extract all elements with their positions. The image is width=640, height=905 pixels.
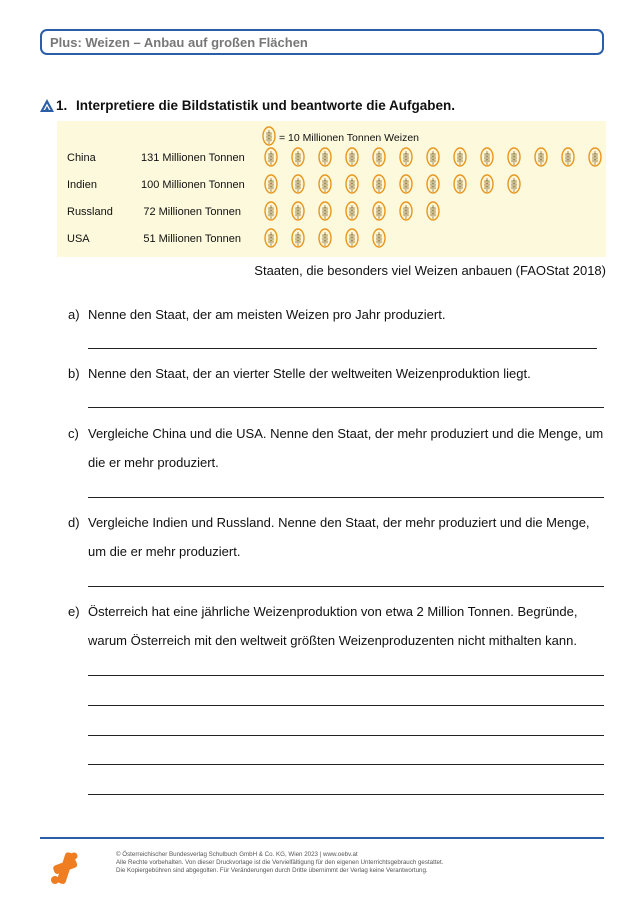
wheat-ear-icon [291, 147, 305, 167]
wheat-unit [284, 174, 311, 196]
wheat-ear-icon [372, 174, 386, 194]
wheat-unit [446, 174, 473, 196]
footer-line-1: © Österreichischer Bundesverlag Schulbuch GmbH & Co. KG, Wien 2023 | www.oebv.at [116, 851, 358, 858]
legend-text: = 10 Millionen Tonnen Weizen [279, 131, 419, 144]
wheat-ear-icon [372, 147, 386, 167]
answer-line[interactable] [88, 586, 604, 587]
wheat-unit [284, 228, 311, 250]
question-text: Nenne den Staat, der an vierter Stelle der weltweiten Weizenproduktion liegt. [88, 366, 531, 381]
title-box [40, 29, 604, 55]
wheat-ear-icon [318, 147, 332, 167]
wheat-ear-icon [426, 147, 440, 167]
country-amount: 131 Millionen Tonnen [141, 152, 245, 164]
country-name: Russland [67, 206, 113, 218]
wheat-unit [338, 174, 365, 196]
country-amount: 100 Millionen Tonnen [141, 179, 245, 191]
wheat-unit [257, 174, 284, 196]
pictogram-row [57, 147, 606, 169]
answer-line[interactable] [88, 764, 604, 765]
legend-wheat-icon [262, 126, 276, 149]
wheat-ear-icon [426, 201, 440, 221]
wheat-unit [311, 228, 338, 250]
wheat-unit [527, 147, 554, 169]
wheat-unit [392, 147, 419, 169]
wheat-unit [338, 147, 365, 169]
wheat-ear-icon [345, 174, 359, 194]
answer-line[interactable] [88, 407, 604, 408]
wheat-ear-icon [399, 174, 413, 194]
wheat-unit [446, 147, 473, 169]
wheat-ear-icon [453, 174, 467, 194]
answer-line[interactable] [88, 705, 604, 706]
pictogram-legend [262, 126, 419, 149]
wheat-unit [365, 174, 392, 196]
page-title: Plus: Weizen – Anbau auf großen Flächen [50, 35, 308, 50]
country-amount: 72 Millionen Tonnen [143, 206, 241, 218]
wheat-ear-icon [399, 201, 413, 221]
wheat-ear-icon [262, 126, 276, 146]
pictogram-chart [57, 121, 606, 257]
wheat-unit [365, 147, 392, 169]
wheat-unit [392, 201, 419, 223]
task-number: 1. [56, 98, 68, 113]
question-text: Nenne den Staat, der am meisten Weizen pro Jahr produziert. [88, 307, 446, 322]
wheat-unit [500, 147, 527, 169]
wheat-ear-icon [507, 174, 521, 194]
wheat-unit [365, 201, 392, 223]
wheat-unit [500, 174, 527, 196]
wheat-unit [365, 228, 392, 250]
wheat-ear-icon [372, 228, 386, 248]
question-label: d) [68, 515, 80, 530]
wheat-ear-icon [264, 174, 278, 194]
question-label: a) [68, 307, 80, 322]
wheat-ear-icon [318, 228, 332, 248]
wheat-unit [257, 228, 284, 250]
wheat-ear-icon [426, 174, 440, 194]
wheat-ear-icon [345, 228, 359, 248]
question-label: c) [68, 426, 79, 441]
wheat-ear-icon [453, 147, 467, 167]
wheat-unit [338, 201, 365, 223]
wheat-unit [311, 201, 338, 223]
footer-line-2: Alle Rechte vorbehalten. Von dieser Druckvorlage ist die Vervielfältigung für den eigenen Unterrichtsgebrauch gestattet. [116, 859, 444, 866]
wheat-icon-row [257, 228, 392, 250]
wheat-unit [338, 228, 365, 250]
pictogram-caption: Staaten, die besonders viel Weizen anbauen (FAOStat 2018) [254, 263, 606, 278]
wheat-ear-icon [345, 201, 359, 221]
task-instruction: Interpretiere die Bildstatistik und beantworte die Aufgaben. [76, 98, 456, 113]
answer-line[interactable] [88, 675, 604, 676]
question-text: Vergleiche China und die USA. Nenne den Staat, der mehr produziert und die Menge, um die er mehr produziert. [88, 426, 604, 470]
triangle-level-icon [40, 99, 54, 112]
wheat-ear-icon [264, 147, 278, 167]
country-amount: 51 Millionen Tonnen [143, 233, 241, 245]
wheat-ear-icon [480, 174, 494, 194]
question-label: b) [68, 366, 80, 381]
footer-line-3: Die Kopiergebühren sind abgegolten. Für Veränderungen durch Dritte übernimmt der Verlag keine Verantwortung. [116, 867, 428, 874]
publisher-logo-icon [50, 850, 80, 886]
wheat-unit [473, 174, 500, 196]
wheat-ear-icon [507, 147, 521, 167]
footer-text [116, 851, 443, 875]
answer-line[interactable] [88, 497, 604, 498]
wheat-unit [311, 147, 338, 169]
pictogram-row [57, 201, 606, 223]
wheat-unit [581, 147, 608, 169]
wheat-ear-icon [534, 147, 548, 167]
wheat-ear-icon [318, 174, 332, 194]
country-name: Indien [67, 179, 97, 191]
wheat-icon-row [257, 201, 446, 223]
wheat-icon-row [257, 174, 527, 196]
answer-line[interactable] [88, 348, 597, 349]
wheat-unit [284, 201, 311, 223]
country-name: USA [67, 233, 90, 245]
pictogram-row [57, 228, 606, 250]
wheat-ear-icon [345, 147, 359, 167]
wheat-icon-row [257, 147, 608, 169]
wheat-unit [257, 201, 284, 223]
wheat-ear-icon [291, 174, 305, 194]
answer-line[interactable] [88, 735, 604, 736]
wheat-ear-icon [264, 228, 278, 248]
pictogram-row [57, 174, 606, 196]
wheat-ear-icon [372, 201, 386, 221]
wheat-ear-icon [264, 201, 278, 221]
question-text: Vergleiche Indien und Russland. Nenne den Staat, der mehr produziert und die Menge, um die er mehr produziert. [88, 515, 590, 559]
wheat-unit [257, 147, 284, 169]
wheat-unit [311, 174, 338, 196]
wheat-unit [419, 174, 446, 196]
wheat-unit [419, 147, 446, 169]
wheat-ear-icon [291, 201, 305, 221]
wheat-unit [473, 147, 500, 169]
wheat-ear-icon [588, 147, 602, 167]
question-label: e) [68, 604, 80, 619]
question-text: Österreich hat eine jährliche Weizenproduktion von etwa 2 Million Tonnen. Begründe, warum Österreich mit den weltweit größten Weizenproduzenten nicht mithalten kann. [88, 604, 578, 648]
answer-line[interactable] [88, 794, 604, 795]
wheat-unit [554, 147, 581, 169]
wheat-unit [284, 147, 311, 169]
wheat-unit [392, 174, 419, 196]
wheat-ear-icon [318, 201, 332, 221]
wheat-ear-icon [561, 147, 575, 167]
wheat-unit [419, 201, 446, 223]
wheat-ear-icon [291, 228, 305, 248]
wheat-ear-icon [399, 147, 413, 167]
country-name: China [67, 152, 96, 164]
footer-rule [40, 837, 604, 839]
wheat-ear-icon [480, 147, 494, 167]
